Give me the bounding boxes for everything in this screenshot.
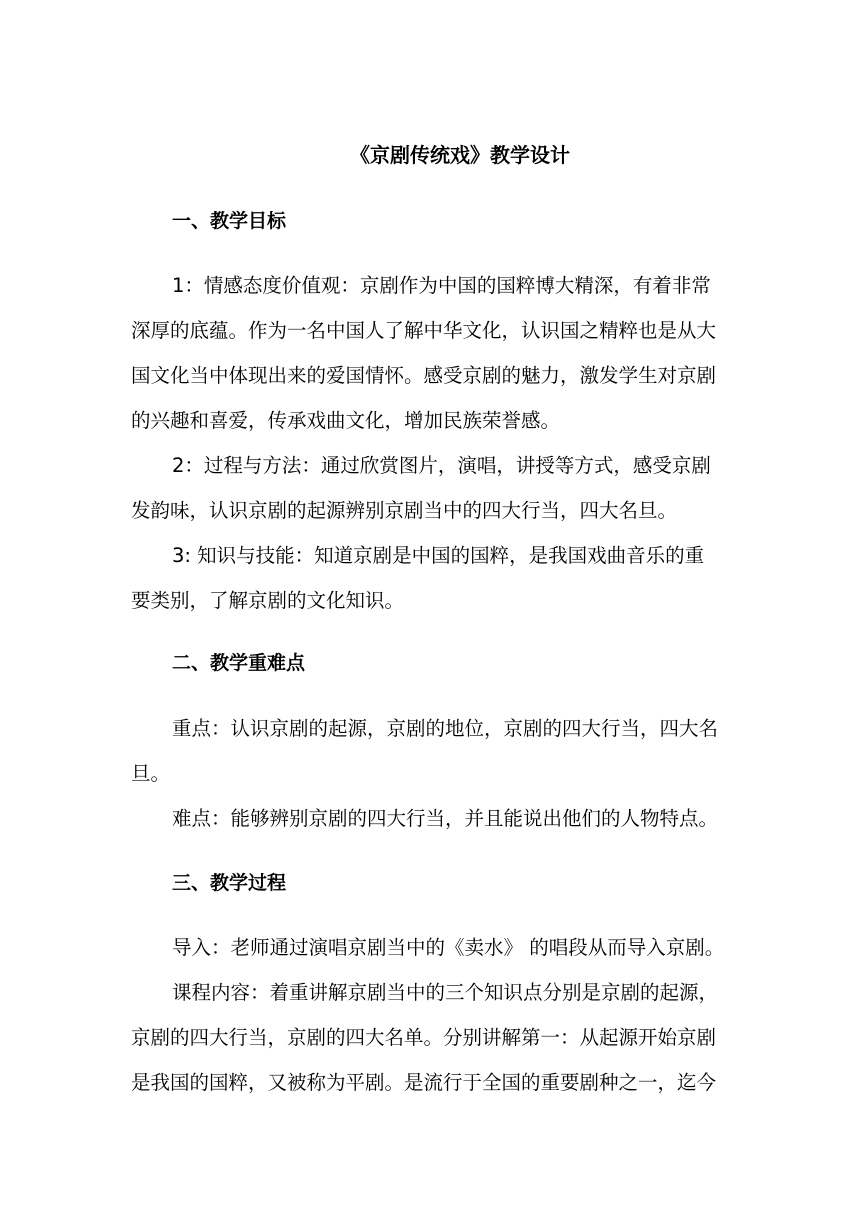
paragraph-knowledge-skills	[131, 533, 731, 623]
paragraph-introduction	[131, 925, 731, 970]
paragraph-key-points	[131, 706, 731, 796]
paragraph-line: 导入：老师通过演唱京剧当中的《卖水》 的唱段从而导入京剧。	[172, 936, 725, 959]
paragraph-line: 是我国的国粹，又被称为平剧。是流行于全国的重要剧种之一，迄今	[131, 1071, 717, 1094]
paragraph-line: 2：过程与方法：通过欣赏图片，演唱，讲授等方式，感受京剧	[172, 454, 711, 477]
document-title: 《京剧传统戏》教学设计	[350, 143, 570, 167]
paragraph-line: 发韵味，认识京剧的起源辨别京剧当中的四大行当，四大名旦。	[131, 499, 678, 522]
section-heading-teaching-process: 三、教学过程	[172, 872, 287, 894]
paragraph-line: 1：情感态度价值观：京剧作为中国的国粹博大精深，有着非常	[172, 274, 711, 297]
paragraph-line: 重点：认识京剧的起源，京剧的地位，京剧的四大行当，四大名	[172, 717, 719, 740]
paragraph-line: 的兴趣和喜爱，传承戏曲文化，增加民族荣誉感。	[131, 409, 561, 432]
paragraph-emotional-values	[131, 263, 731, 443]
section-heading-key-difficult-points: 二、教学重难点	[172, 652, 306, 674]
paragraph-course-content	[131, 970, 731, 1105]
paragraph-process-methods	[131, 443, 731, 533]
paragraph-line: 国文化当中体现出来的爱国情怀。感受京剧的魅力，激发学生对京剧	[131, 364, 717, 387]
paragraph-line: 要类别，了解京剧的文化知识。	[131, 589, 405, 612]
paragraph-line: 深厚的底蕴。作为一名中国人了解中华文化，认识国之精粹也是从大	[131, 319, 717, 342]
paragraph-line: 京剧的四大行当，京剧的四大名单。分别讲解第一：从起源开始京剧	[131, 1026, 717, 1049]
paragraph-line: 难点：能够辨别京剧的四大行当，并且能说出他们的人物特点。	[172, 807, 719, 830]
section-heading-teaching-objectives: 一、教学目标	[172, 210, 287, 232]
paragraph-line: 课程内容：着重讲解京剧当中的三个知识点分别是京剧的起源，	[172, 981, 719, 1004]
paragraph-line: 旦。	[131, 762, 171, 785]
paragraph-difficult-points	[131, 796, 731, 841]
paragraph-line: 3: 知识与技能：知道京剧是中国的国粹，是我国戏曲音乐的重	[172, 544, 705, 567]
